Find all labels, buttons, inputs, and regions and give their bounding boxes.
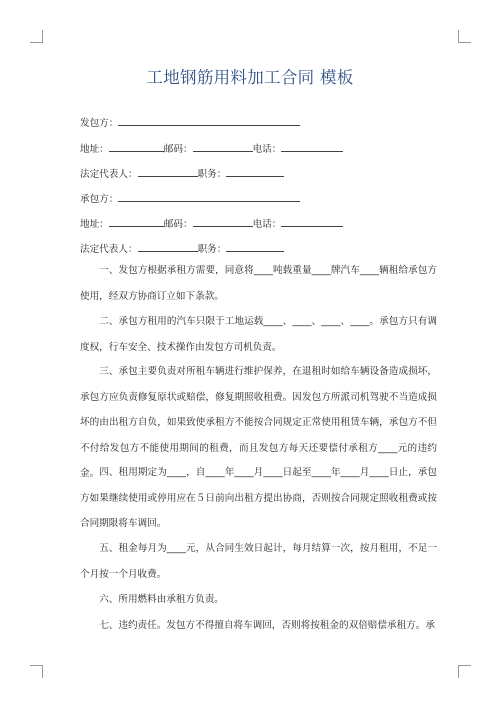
party-b-address-label: 地址：: [80, 219, 109, 230]
crop-mark-top-left: [30, 30, 43, 43]
clause-2: 二、承包方租用的汽车只限于工地运载____、____、____、____。承包方只有调度权，行车安全、技术操作由发包方司机负责。: [80, 316, 437, 353]
party-b-zip-blank[interactable]: [193, 217, 253, 227]
crop-mark-top-right: [458, 30, 471, 43]
party-b-address-line: [80, 216, 343, 230]
party-a-phone-label: 电话：: [252, 144, 282, 155]
clause-4: 四、租用期定为____，自____年____月____日起至____年____月____日止，承包方如果继续使用或停用应在５日前向出租方提出协商，否则按合同规定照收租费或按合同期限将车调回。: [80, 467, 437, 529]
clause-5: 五、租金每月为____元，从合同生效日起计，每月结算一次，按月租用，不足一个月按一个月收费。: [80, 543, 437, 580]
clause-1: 一、发包方根据承租方需要，同意将____吨载重量____牌汽车____辆租给承包方使用，经双方协商订立如下条款。: [80, 265, 437, 302]
party-b-phone-blank[interactable]: [281, 217, 343, 227]
party-a-rep-blank[interactable]: [138, 167, 198, 177]
party-a-line: [80, 115, 300, 129]
party-b-position-label: 职务：: [197, 244, 227, 255]
clause-6: 六、所用燃料由承租方负责。: [99, 594, 224, 605]
party-a-position-blank[interactable]: [226, 167, 284, 177]
party-b-address-blank[interactable]: [109, 217, 164, 227]
party-b-label: 承包方：: [80, 194, 119, 205]
party-a-zip-blank[interactable]: [193, 142, 253, 152]
party-b-position-blank[interactable]: [226, 242, 284, 252]
clause-3: 三、承包主要负责对所租车辆进行维护保养，在退租时如给车辆设备造成损坏，承包方应负责修复原状或赔偿，修复期照收租费。因发包方所派司机驾驶不当造成损坏的由出租方自负，如果致使承租方不能按合同规定正常使用租赁车辆，承包方不但不付给发包方不能使用期间的租费，而且发包方每天还要偿付承租方____元的违约金。: [80, 366, 437, 479]
party-a-zip-label: 邮码：: [163, 144, 193, 155]
party-b-rep-blank[interactable]: [138, 242, 198, 252]
party-b-line: [80, 191, 300, 205]
party-a-position-label: 职务：: [197, 169, 227, 180]
party-a-blank[interactable]: [118, 116, 300, 126]
crop-mark-bottom-left: [30, 665, 43, 678]
clause-7: 七、违约责任。发包方不得擅自将车调回，否则将按租金的双倍赔偿承租方。承: [99, 620, 435, 631]
crop-mark-bottom-right: [458, 665, 471, 678]
party-b-blank[interactable]: [118, 192, 300, 202]
party-b-phone-label: 电话：: [252, 219, 282, 230]
party-b-zip-label: 邮码：: [163, 219, 193, 230]
party-a-label: 发包方：: [80, 118, 119, 129]
party-b-rep-line: [80, 241, 284, 255]
party-a-rep-line: [80, 166, 284, 180]
document-title: 工地钢筋用料加工合同 模板: [146, 68, 354, 87]
party-a-rep-label: 法定代表人：: [80, 169, 138, 180]
party-a-address-blank[interactable]: [109, 142, 164, 152]
party-a-address-line: [80, 141, 343, 155]
party-a-address-label: 地址：: [80, 144, 109, 155]
party-a-phone-blank[interactable]: [281, 142, 343, 152]
party-b-rep-label: 法定代表人：: [80, 244, 138, 255]
